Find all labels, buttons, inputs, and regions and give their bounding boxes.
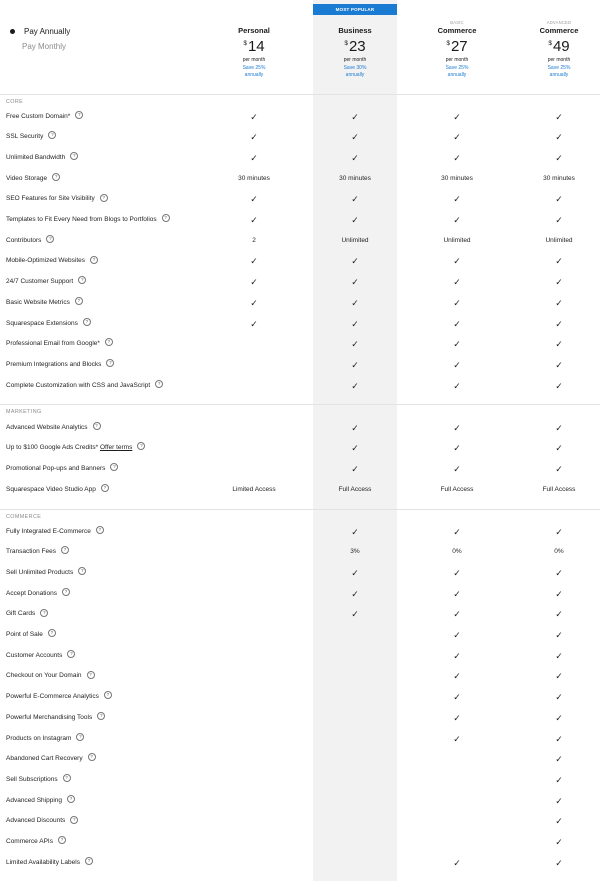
help-icon[interactable]: ?: [162, 214, 170, 222]
check-icon: ✓: [555, 194, 563, 205]
table-row: [0, 293, 600, 314]
price-amount: 27: [450, 38, 468, 55]
cell-value: Full Access: [440, 485, 474, 493]
feature-label: [6, 210, 170, 231]
table-row: [0, 418, 600, 439]
price-period: per month: [242, 57, 266, 63]
check-icon: ✓: [453, 650, 461, 661]
help-icon[interactable]: ?: [75, 297, 83, 305]
help-icon[interactable]: ?: [58, 836, 66, 844]
help-icon[interactable]: ?: [67, 650, 75, 658]
check-icon: ✓: [351, 443, 359, 454]
feature-name: Video Storage: [6, 174, 48, 182]
feature-name: Transaction Fees: [6, 548, 56, 556]
check-icon: ✓: [555, 256, 563, 267]
plan-name: Commerce: [539, 26, 579, 35]
help-icon[interactable]: ?: [93, 422, 101, 430]
help-icon[interactable]: ?: [97, 712, 105, 720]
check-icon: ✓: [555, 567, 563, 578]
check-icon: ✓: [555, 816, 563, 827]
feature-name: Gift Cards: [6, 610, 36, 618]
savings-line: annually: [244, 71, 264, 78]
savings-line: annually: [447, 71, 467, 78]
billing-toggle[interactable]: [8, 24, 70, 54]
plan-name: Business: [338, 26, 372, 35]
check-icon: ✓: [453, 339, 461, 350]
feature-label: [6, 148, 78, 169]
table-row: [0, 542, 600, 563]
help-icon[interactable]: ?: [137, 442, 145, 450]
check-icon: ✓: [250, 194, 258, 205]
cell-value: Full Access: [338, 485, 372, 493]
check-icon: ✓: [453, 443, 461, 454]
help-icon[interactable]: ?: [96, 526, 104, 534]
feature-name: Fully Integrated E-Commerce: [6, 527, 91, 535]
table-row: [0, 210, 600, 231]
feature-name: Products on Instagram: [6, 734, 72, 742]
table-row: [0, 729, 600, 750]
help-icon[interactable]: ?: [110, 463, 118, 471]
feature-name: Abandoned Cart Recovery: [6, 755, 83, 763]
check-icon: ✓: [351, 359, 359, 370]
check-icon: ✓: [351, 215, 359, 225]
cell-value: Full Access: [542, 485, 576, 493]
feature-label: [6, 791, 75, 812]
help-icon[interactable]: ?: [88, 753, 96, 761]
check-icon: ✓: [453, 256, 461, 267]
table-row: [0, 438, 600, 459]
savings-line: Save 25%: [242, 65, 266, 71]
feature-label: [6, 542, 69, 563]
offer-terms-link[interactable]: Offer terms: [99, 444, 133, 452]
feature-name: Advanced Shipping: [6, 796, 63, 804]
check-icon: ✓: [351, 318, 359, 329]
check-icon: ✓: [453, 588, 461, 599]
check-icon: ✓: [555, 671, 563, 682]
table-row: [0, 563, 600, 584]
section-divider: [0, 94, 600, 95]
cell-value: Unlimited: [443, 236, 471, 244]
help-icon[interactable]: ?: [100, 194, 108, 202]
table-row: [0, 811, 600, 832]
table-row: [0, 251, 600, 272]
check-icon: ✓: [555, 277, 563, 288]
check-icon: ✓: [453, 712, 461, 723]
check-icon: ✓: [250, 297, 258, 308]
feature-name: Mobile-Optimized Websites: [6, 257, 85, 265]
check-icon: ✓: [453, 277, 461, 288]
cell-value: Unlimited: [341, 236, 369, 244]
currency-symbol: $: [243, 40, 247, 47]
table-row: [0, 708, 600, 729]
help-icon[interactable]: ?: [48, 131, 56, 139]
feature-name: Checkout on Your Domain: [6, 672, 82, 680]
check-icon: ✓: [555, 297, 563, 308]
price-amount: 49: [552, 38, 570, 55]
feature-label: [6, 127, 56, 148]
table-row: [0, 127, 600, 148]
check-icon: ✓: [453, 733, 461, 744]
table-row: [0, 376, 600, 397]
cell-value: 3%: [350, 548, 360, 556]
cell-value: 30 minutes: [238, 174, 270, 182]
table-row: [0, 355, 600, 376]
feature-label: [6, 584, 70, 605]
check-icon: ✓: [555, 463, 563, 474]
help-icon[interactable]: ?: [40, 609, 48, 617]
cell-value: 30 minutes: [441, 174, 473, 182]
feature-label: [6, 355, 114, 376]
feature-name: Powerful Merchandising Tools: [6, 713, 93, 721]
feature-name: Advanced Website Analytics: [6, 423, 88, 431]
plan-name: Personal: [238, 26, 270, 35]
feature-label: [6, 687, 112, 708]
check-icon: ✓: [351, 609, 359, 620]
feature-label: [6, 272, 86, 293]
table-row: [0, 148, 600, 169]
check-icon: ✓: [453, 609, 461, 620]
savings-line: Save 30%: [343, 65, 367, 71]
check-icon: ✓: [351, 339, 359, 350]
annual-savings: [517, 65, 600, 78]
table-row: [0, 832, 600, 853]
feature-label: [6, 708, 105, 729]
check-icon: ✓: [351, 297, 359, 308]
savings-line: Save 25%: [445, 65, 469, 71]
check-icon: ✓: [351, 152, 359, 163]
cell-value: 0%: [554, 548, 564, 556]
check-icon: ✓: [351, 380, 359, 391]
check-icon: ✓: [453, 630, 461, 640]
feature-label: [6, 853, 93, 874]
help-icon[interactable]: ?: [106, 359, 114, 367]
check-icon: ✓: [555, 380, 563, 391]
check-icon: ✓: [351, 132, 359, 143]
check-icon: ✓: [555, 733, 563, 744]
feature-label: [6, 832, 66, 853]
feature-label: [6, 314, 91, 335]
feature-name: Free Custom Domain*: [6, 112, 71, 120]
check-icon: ✓: [351, 194, 359, 205]
help-icon[interactable]: ?: [155, 380, 163, 388]
check-icon: ✓: [250, 277, 258, 288]
help-icon[interactable]: ?: [90, 256, 98, 264]
feature-label: [6, 334, 113, 355]
table-row: [0, 687, 600, 708]
help-icon[interactable]: ?: [63, 774, 71, 782]
feature-name: Squarespace Video Studio App: [6, 485, 96, 493]
feature-label: [6, 749, 96, 770]
feature-name: Promotional Pop-ups and Banners: [6, 464, 106, 472]
check-icon: ✓: [453, 380, 461, 391]
check-icon: ✓: [351, 526, 359, 537]
check-icon: ✓: [250, 111, 258, 122]
help-icon[interactable]: ?: [52, 173, 60, 181]
check-icon: ✓: [453, 692, 461, 703]
check-icon: ✓: [351, 111, 359, 122]
annual-savings: [415, 65, 499, 78]
feature-label: [6, 107, 83, 128]
feature-label: [6, 480, 109, 501]
feature-label: [6, 604, 48, 625]
help-icon[interactable]: ?: [67, 795, 75, 803]
check-icon: ✓: [555, 837, 563, 847]
help-icon[interactable]: ?: [62, 588, 70, 596]
help-icon[interactable]: ?: [105, 338, 113, 346]
feature-label: [6, 251, 98, 272]
check-icon: ✓: [453, 111, 461, 122]
check-icon: ✓: [453, 422, 461, 433]
table-row: [0, 666, 600, 687]
feature-name: Up to $100 Google Ads Credits*: [6, 444, 99, 452]
help-icon[interactable]: ?: [87, 671, 95, 679]
check-icon: ✓: [453, 567, 461, 578]
check-icon: ✓: [555, 857, 563, 868]
section-label: MARKETING: [6, 409, 42, 415]
check-icon: ✓: [351, 588, 359, 599]
help-icon[interactable]: ?: [104, 691, 112, 699]
help-icon[interactable]: ?: [70, 816, 78, 824]
plan-price: [415, 38, 499, 56]
table-row: [0, 231, 600, 252]
check-icon: ✓: [351, 463, 359, 474]
cell-value: 0%: [452, 548, 462, 556]
table-row: [0, 107, 600, 128]
feature-name: SSL Security: [6, 133, 44, 141]
cell-value: 30 minutes: [339, 174, 371, 182]
check-icon: ✓: [453, 857, 461, 868]
savings-line: Save 25%: [547, 65, 571, 71]
check-icon: ✓: [250, 256, 258, 267]
radio-selected-icon[interactable]: [10, 29, 15, 34]
check-icon: ✓: [250, 132, 258, 143]
plan-header: [313, 20, 397, 78]
feature-label: [6, 189, 108, 210]
check-icon: ✓: [555, 339, 563, 350]
price-amount: 14: [247, 38, 265, 55]
check-icon: ✓: [555, 650, 563, 661]
feature-name: Sell Unlimited Products: [6, 568, 74, 576]
check-icon: ✓: [555, 609, 563, 620]
section-label: COMMERCE: [6, 514, 42, 520]
check-icon: ✓: [453, 526, 461, 537]
help-icon[interactable]: ?: [101, 484, 109, 492]
price-period: per month: [445, 57, 469, 63]
table-row: [0, 770, 600, 791]
check-icon: ✓: [555, 795, 563, 806]
feature-name: Basic Website Metrics: [6, 298, 70, 306]
feature-name: Sell Subscriptions: [6, 775, 58, 783]
table-row: [0, 604, 600, 625]
feature-name: Professional Email from Google*: [6, 340, 100, 348]
currency-symbol: $: [446, 40, 450, 47]
price-period: per month: [343, 57, 367, 63]
feature-label: [6, 666, 95, 687]
feature-label: [6, 729, 84, 750]
currency-symbol: $: [344, 40, 348, 47]
help-icon[interactable]: ?: [70, 152, 78, 160]
check-icon: ✓: [351, 567, 359, 578]
check-icon: ✓: [250, 318, 258, 329]
help-icon[interactable]: ?: [61, 546, 69, 554]
feature-label: [6, 770, 71, 791]
billing-option-label: Pay Annually: [24, 27, 71, 36]
feature-label: [6, 438, 145, 459]
feature-label: [6, 293, 83, 314]
check-icon: ✓: [250, 215, 258, 225]
check-icon: ✓: [351, 422, 359, 433]
check-icon: ✓: [555, 318, 563, 329]
check-icon: ✓: [555, 152, 563, 163]
feature-label: [6, 811, 78, 832]
feature-name: Commerce APIs: [6, 838, 53, 845]
check-icon: ✓: [555, 215, 563, 225]
feature-name: Point of Sale: [6, 631, 43, 638]
feature-label: [6, 522, 104, 543]
plan-tier: BASIC: [450, 20, 464, 25]
feature-name: Squarespace Extensions: [6, 319, 78, 327]
help-icon[interactable]: ?: [83, 318, 91, 326]
plan-name: Commerce: [437, 26, 477, 35]
feature-name: 24/7 Customer Support: [6, 278, 74, 286]
plan-tier: ADVANCED: [546, 20, 572, 25]
plan-price: [212, 38, 296, 56]
table-row: [0, 314, 600, 335]
check-icon: ✓: [453, 194, 461, 205]
plan-header: [415, 20, 499, 78]
help-icon[interactable]: ?: [75, 111, 83, 119]
table-row: [0, 522, 600, 543]
check-icon: ✓: [555, 588, 563, 599]
feature-name: Templates to Fit Every Need from Blogs to Portfolios: [6, 216, 157, 223]
help-icon[interactable]: ?: [78, 567, 86, 575]
check-icon: ✓: [555, 754, 563, 765]
feature-label: [6, 563, 86, 584]
check-icon: ✓: [453, 132, 461, 143]
currency-symbol: $: [548, 40, 552, 47]
table-row: [0, 625, 600, 646]
savings-line: annually: [549, 71, 569, 78]
check-icon: ✓: [555, 712, 563, 723]
feature-name: Complete Customization with CSS and JavaScript: [6, 381, 151, 389]
check-icon: ✓: [453, 359, 461, 370]
feature-label: [6, 169, 60, 190]
billing-option-monthly[interactable]: [8, 39, 70, 54]
check-icon: ✓: [453, 671, 461, 682]
check-icon: ✓: [250, 152, 258, 163]
most-popular-badge: MOST POPULAR: [313, 4, 397, 15]
feature-name: Advanced Discounts: [6, 817, 66, 825]
table-row: [0, 791, 600, 812]
check-icon: ✓: [453, 215, 461, 225]
check-icon: ✓: [351, 256, 359, 267]
table-row: [0, 749, 600, 770]
feature-label: [6, 646, 75, 667]
plan-price: [517, 38, 600, 56]
annual-savings: [212, 65, 296, 78]
cell-value: 30 minutes: [543, 174, 575, 182]
feature-name: Accept Donations: [6, 589, 57, 597]
check-icon: ✓: [555, 422, 563, 433]
help-icon[interactable]: ?: [48, 629, 56, 637]
annual-savings: [313, 65, 397, 78]
feature-name: Powerful E-Commerce Analytics: [6, 693, 99, 701]
section-divider: [0, 509, 600, 510]
feature-label: [6, 376, 163, 397]
plan-header: [517, 20, 600, 78]
table-row: [0, 584, 600, 605]
check-icon: ✓: [453, 463, 461, 474]
check-icon: ✓: [555, 443, 563, 454]
price-period: per month: [547, 57, 571, 63]
help-icon[interactable]: ?: [78, 276, 86, 284]
check-icon: ✓: [351, 277, 359, 288]
table-row: [0, 272, 600, 293]
check-icon: ✓: [555, 111, 563, 122]
check-icon: ✓: [555, 774, 563, 785]
table-row: [0, 459, 600, 480]
help-icon[interactable]: ?: [85, 857, 93, 865]
check-icon: ✓: [555, 692, 563, 703]
feature-name: Unlimited Bandwidth: [6, 153, 66, 161]
table-row: [0, 480, 600, 501]
check-icon: ✓: [555, 359, 563, 370]
table-row: [0, 169, 600, 190]
feature-name: Contributors: [6, 236, 42, 244]
check-icon: ✓: [453, 318, 461, 329]
billing-option-label: Pay Monthly: [22, 42, 67, 51]
feature-name: SEO Features for Site Visibility: [6, 195, 95, 203]
plan-header: [212, 20, 296, 78]
cell-value: 2: [252, 236, 256, 244]
table-row: [0, 334, 600, 355]
check-icon: ✓: [555, 526, 563, 537]
help-icon[interactable]: ?: [46, 235, 54, 243]
check-icon: ✓: [453, 152, 461, 163]
savings-line: annually: [345, 71, 365, 78]
feature-label: [6, 459, 118, 480]
table-row: [0, 646, 600, 667]
section-divider: [0, 404, 600, 405]
price-amount: 23: [348, 38, 366, 55]
check-icon: ✓: [453, 297, 461, 308]
cell-value: Unlimited: [545, 236, 573, 244]
check-icon: ✓: [555, 630, 563, 640]
feature-label: [6, 418, 101, 439]
billing-option-annually[interactable]: [8, 24, 70, 39]
feature-name: Limited Availability Labels: [6, 858, 80, 866]
plan-price: [313, 38, 397, 56]
feature-label: [6, 625, 56, 646]
help-icon[interactable]: ?: [76, 733, 84, 741]
cell-value: Limited Access: [232, 485, 276, 493]
feature-label: [6, 231, 54, 252]
check-icon: ✓: [555, 132, 563, 143]
feature-name: Premium Integrations and Blocks: [6, 360, 102, 368]
table-row: [0, 853, 600, 874]
table-row: [0, 189, 600, 210]
section-label: CORE: [6, 99, 24, 105]
feature-name: Customer Accounts: [6, 651, 63, 659]
